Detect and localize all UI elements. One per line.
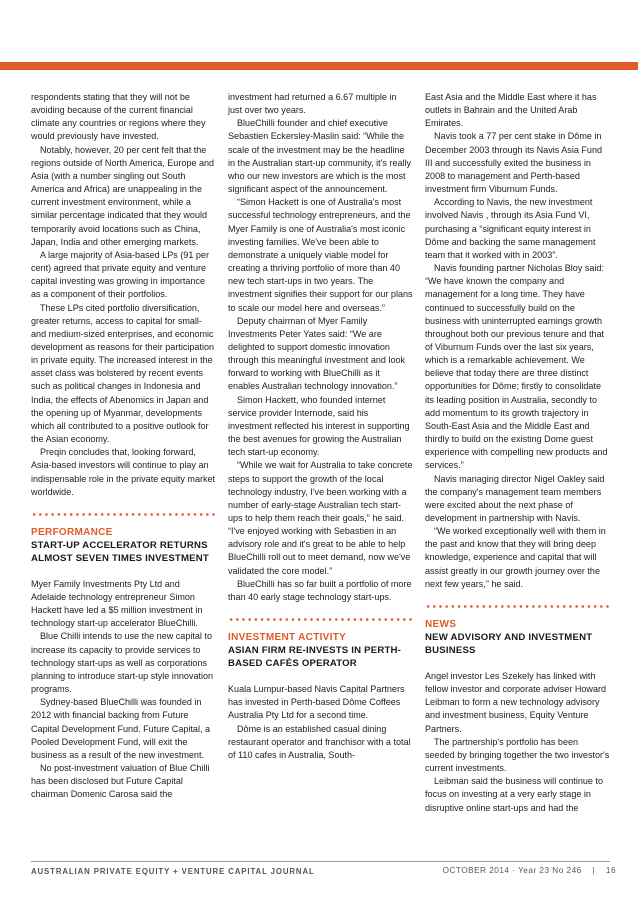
paragraph: investment had returned a 6.67 multiple in just over two years.	[228, 92, 397, 116]
paragraph: Sydney-based BlueChilli was founded in 2012 with financial backing from Future Capital Development Fund. Future Capital, a Pooled Development Fund, will exit the business as a result of the new investment.	[31, 697, 211, 760]
section-kicker-news: NEWS	[425, 618, 457, 630]
paragraph: Navis founding partner Nicholas Bloy said: “We have known the company and management for a long time. They have continued to successfully build on the business with uninterrupted earnings growth throughout both our previous tenure and that of Viburnum Funds over the last six years, which is a remarkable achievement. We believe that today there are three distinct opportunities for Dôme; firstly to consolidate its leading position in Australia, secondly to add momentum to its growth trajectory in South-East Asia and the Middle East and thirdly to build on the existing Dome guest experience with compelling new products and services.”	[425, 263, 608, 471]
dotted-divider	[228, 613, 413, 625]
paragraph: No post-investment valuation of Blue Chilli has been disclosed but Future Capital chairman Domenic Carosa said the	[31, 763, 210, 800]
paragraph: Myer Family Investments Pty Ltd and Adelaide technology entrepreneur Simon Hackett have led a $5 million investment in technology start-up accelerator BlueChilli.	[31, 578, 203, 629]
paragraph: “Simon Hackett is one of Australia's most successful technology entrepreneurs, and the Myer Family is one of Australia's most iconic investing families. We've been able to demonstrate a uniquely viable model for creating a thriving portfolio of more than 40 new tech start-ups in two years. The investment signifies their support for our plans to scale our model here and overseas.”	[228, 197, 413, 313]
paragraph: Preqin concludes that, looking forward, Asia-based investors will continue to play an indispensable role in the private equity market worldwide.	[31, 447, 216, 497]
dotted-divider	[31, 508, 216, 520]
paragraph: Simon Hackett, who founded internet service provider Internode, said his investment reflected his interest in supporting the best avenues for growing the Australian tech start-up economy.	[228, 394, 410, 458]
section-headline: ASIAN FIRM RE-INVESTS IN PERTH-BASED CAFÉS OPERATOR	[228, 645, 402, 670]
footer-journal-name: AUSTRALIAN PRIVATE EQUITY + VENTURE CAPITAL JOURNAL	[31, 867, 315, 876]
paragraph: Notably, however, 20 per cent felt that the regions outside of North America, Europe and Asia (with a number singling out South America and Africa) are unappealing in the current investment environment, while a similar percentage indicated that they would temporarily avoid locations such as China, Japan, India and other emerging markets.	[31, 144, 215, 247]
paragraph: respondents stating that they will not be avoiding because of the current financial climate any countries or regions where they would previously have invested.	[31, 92, 206, 142]
paragraph: Kuala Lumpur-based Navis Capital Partners has invested in Perth-based Dôme Coffees Australia Pty Ltd for a second time.	[228, 684, 405, 721]
header-accent-bar	[0, 62, 638, 70]
paragraph: “We worked exceptionally well with them in the past and know that they will bring deep knowledge, experience and capital that will assist greatly in our growth journey over the next few years,” he said.	[425, 526, 606, 589]
paragraph: The partnership's portfolio has been seeded by bringing together the two investor's current investments.	[425, 736, 610, 774]
paragraph: BlueChilli has so far built a portfolio of more than 40 early stage technology start-ups.	[228, 578, 412, 602]
section-kicker-performance: PERFORMANCE	[31, 526, 113, 538]
section-headline: START-UP ACCELERATOR RETURNS ALMOST SEVEN TIMES INVESTMENT	[31, 539, 209, 564]
footer-issue: OCTOBER 2014 · Year 23 No 246	[442, 866, 582, 875]
paragraph: According to Navis, the new investment involved Navis , through its Asia Fund VI, purchasing a “significant equity interest in Dôme and backing the same management team that it worked with in 2003”.	[425, 197, 596, 260]
paragraph: BlueChilli founder and chief executive Sebastien Eckersley-Maslin said: “While the scale of the investment may be the headline in the Australian start-up community, it's really who our new investors are which is the most significant aspect of the announcement.	[228, 118, 412, 195]
paragraph: A large majority of Asia-based LPs (91 per cent) agreed that private equity and venture capital investing was growing in importance as a component of their portfolios.	[31, 249, 209, 300]
paragraph: Leibman said the business will continue to focus on investing at a very early stage in disruptive online start-ups and had the	[425, 776, 603, 813]
column-3	[425, 91, 610, 815]
paragraph: Navis took a 77 per cent stake in Dôme in December 2003 through its Navis Asia Fund III and successfully exited the business in 2008 to management and Perth-based investment firm Viburnum Funds.	[425, 131, 603, 195]
paragraph: “While we wait for Australia to take concrete steps to support the growth of the local technology industry, I've been working with a number of early-stage Australian tech start-ups to help them reach their goals,” he said. “I've enjoyed working with Sebastien in an advisory role and it's great to be able to help BlueChilli roll out to meet demand, now we've validated the core model.”	[228, 460, 413, 576]
footer-issue-info	[443, 866, 616, 875]
column-2	[228, 91, 413, 762]
footer-separator: |	[592, 866, 596, 875]
dotted-divider	[425, 600, 610, 612]
section-kicker-investment-activity: INVESTMENT ACTIVITY	[228, 632, 347, 644]
paragraph: Angel investor Les Szekely has linked with fellow investor and corporate adviser Howard Leibman to form a new technology advisory and investment business, Equity Venture Partners.	[425, 670, 607, 734]
paragraph: Blue Chilli intends to use the new capital to increase its capacity to provide services to technology start-ups as well as corporations planning to introduce start-up style innovation programs.	[31, 631, 214, 695]
paragraph: Deputy chairman of Myer Family Investments Peter Yates said: “We are delighted to support domestic innovation through this meaningful investment and look forward to working with BlueChilli as it enables Australian technology innovation.”	[228, 315, 406, 392]
paragraph: Navis managing director Nigel Oakley said the company's management team members were excited about the next phase of development in partnership with Navis.	[425, 473, 605, 523]
page-number: 16	[605, 866, 616, 875]
column-1	[31, 91, 216, 802]
section-headline: NEW ADVISORY AND INVESTMENT BUSINESS	[425, 631, 593, 656]
paragraph: Dôme is an established casual dining restaurant operator and franchisor with a total of 110 cafes in Australia, South-	[228, 723, 411, 760]
paragraph: These LPs cited portfolio diversification, greater returns, access to capital for small- and medium-sized enterprises, and economic development as reasons for their participation in private equity. The increased interest in the asset class was bolstered by recent events such as political changes in Indonesia and India, the effects of Abenomics in Japan and the opening up of Myanmar, developments which all contributed to a positive outlook for the Asian economy.	[31, 302, 215, 445]
footer-rule	[31, 861, 610, 862]
paragraph: East Asia and the Middle East where it has outlets in Bahrain and the United Arab Emirates.	[425, 92, 597, 129]
